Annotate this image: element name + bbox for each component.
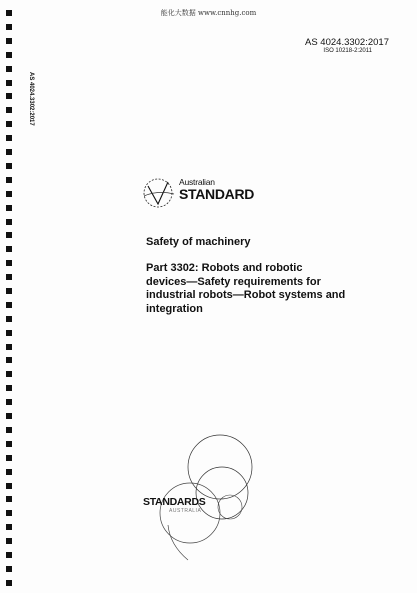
binding-hole — [6, 163, 12, 169]
binding-hole — [6, 483, 12, 489]
binding-hole — [6, 107, 12, 113]
binding-hole — [6, 413, 12, 419]
australian-standard-emblem-icon — [140, 172, 180, 216]
iso-number: ISO 10218-2:2011 — [323, 48, 372, 54]
binding-hole — [6, 566, 12, 572]
binding-hole — [6, 357, 12, 363]
binding-hole — [6, 93, 12, 99]
standards-australia-logo: STANDARDS — [143, 496, 206, 508]
standards-australia-subtext: AUSTRALIA — [169, 508, 202, 514]
logo-text-small: Australian — [179, 177, 215, 187]
binding-hole — [6, 469, 12, 475]
title-line: devices—Safety requirements for — [146, 275, 321, 288]
binding-hole — [6, 177, 12, 183]
binding-hole — [6, 496, 12, 502]
binding-hole — [6, 246, 12, 252]
binding-hole — [6, 330, 12, 336]
binding-hole — [6, 427, 12, 433]
title-line: Part 3302: Robots and robotic — [146, 262, 303, 274]
binding-hole — [6, 344, 12, 350]
australian-standard-logo — [140, 172, 265, 216]
title-line: industrial robots—Robot systems and — [146, 289, 346, 301]
binding-hole — [6, 510, 12, 516]
logo-text-big: STANDARD — [179, 186, 255, 202]
watermark: 能化大数据 www.cnnhg.com — [160, 9, 257, 17]
title-part — [146, 262, 376, 316]
binding-hole — [6, 524, 12, 530]
binding-hole — [6, 260, 12, 266]
binding-hole — [6, 385, 12, 391]
binding-hole — [6, 455, 12, 461]
binding-hole — [6, 316, 12, 322]
binding-hole — [6, 580, 12, 586]
spine-label: AS 4024.3302:2017 — [28, 72, 34, 126]
binding-hole — [6, 232, 12, 238]
binding-hole — [6, 80, 12, 86]
binding-hole — [6, 288, 12, 294]
decorative-circles-icon — [130, 415, 270, 565]
title-line: integration — [146, 302, 203, 315]
binding-hole — [6, 399, 12, 405]
binding-hole — [6, 149, 12, 155]
binding-hole — [6, 135, 12, 141]
binding-hole — [6, 441, 12, 447]
binding-hole — [6, 371, 12, 377]
binding-hole — [6, 552, 12, 558]
binding-hole — [6, 191, 12, 197]
binding-hole — [6, 302, 12, 308]
binding-hole — [6, 205, 12, 211]
binding-hole — [6, 38, 12, 44]
binding-hole — [6, 121, 12, 127]
standard-number: AS 4024.3302:2017 — [305, 37, 389, 48]
binding-hole — [6, 52, 12, 58]
binding-hole — [6, 219, 12, 225]
binding-hole — [6, 274, 12, 280]
binding-hole — [6, 66, 12, 72]
binding-hole — [6, 538, 12, 544]
binding-hole — [6, 24, 12, 30]
title-series: Safety of machinery — [146, 236, 251, 248]
binding-holes — [3, 0, 19, 593]
